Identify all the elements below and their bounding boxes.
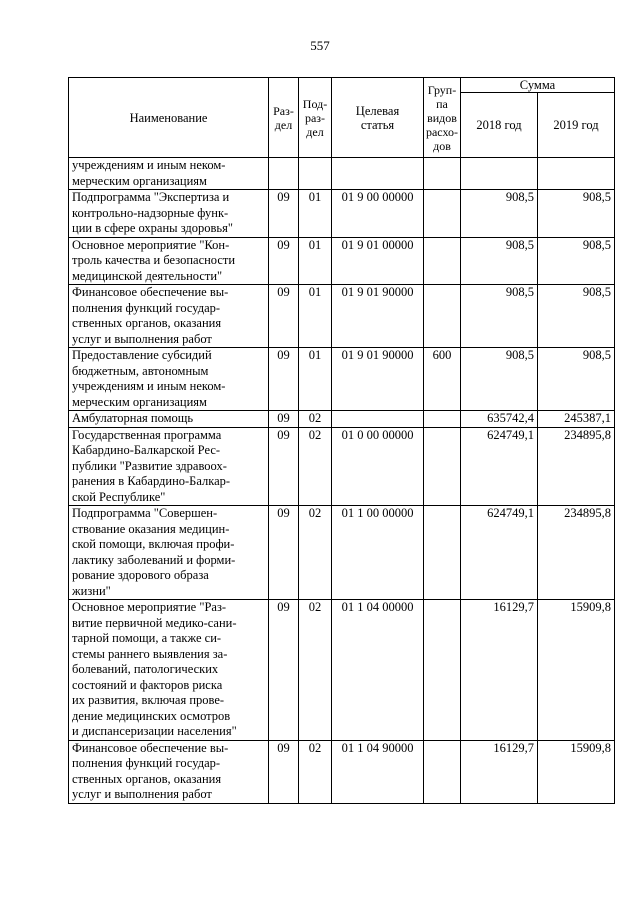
cell-razdel: 09 [269,740,299,803]
cell-name: Финансовое обеспечение вы- полнения функций государ- ственных органов, оказания услуг и выполнения работ [69,285,269,348]
cell-razdel [269,158,299,190]
cell-podrazdel: 02 [299,600,332,741]
cell-2019: 908,5 [538,190,615,238]
cell-2019: 908,5 [538,348,615,411]
cell-group [424,158,461,190]
cell-razdel: 09 [269,348,299,411]
cell-name: учреждениям и иным неком- мерческим организациям [69,158,269,190]
cell-razdel: 09 [269,427,299,506]
cell-2018: 635742,4 [461,411,538,428]
cell-name: Подпрограмма "Экспертиза и контрольно-надзорные функ- ции в сфере охраны здоровья" [69,190,269,238]
cell-2019: 245387,1 [538,411,615,428]
table-row [69,190,615,238]
cell-target: 01 9 00 00000 [332,190,424,238]
table-row [69,600,615,741]
table-header [69,78,615,158]
cell-razdel: 09 [269,190,299,238]
table-row [69,348,615,411]
cell-target: 01 1 00 00000 [332,506,424,600]
cell-2018: 16129,7 [461,600,538,741]
cell-target: 01 9 01 90000 [332,285,424,348]
cell-podrazdel: 01 [299,348,332,411]
cell-target [332,158,424,190]
cell-2018: 908,5 [461,190,538,238]
cell-group [424,740,461,803]
table-row [69,237,615,285]
cell-group [424,237,461,285]
table-row [69,506,615,600]
cell-name: Государственная программа Кабардино-Балкарской Рес- публики "Развитие здравоох- ранения в Кабардино-Балкар- ской Республике" [69,427,269,506]
cell-target: 01 9 01 00000 [332,237,424,285]
cell-name: Подпрограмма "Совершен- ствование оказания медицин- ской помощи, включая профи- лактику заболеваний и форми- рование здорового образа жизни" [69,506,269,600]
cell-group [424,190,461,238]
cell-group [424,506,461,600]
cell-podrazdel [299,158,332,190]
cell-podrazdel: 02 [299,411,332,428]
cell-2018: 908,5 [461,348,538,411]
table-row [69,411,615,428]
table-body [69,158,615,804]
header-sum: Сумма [461,78,615,93]
header-group: Груп- па видов расхо- дов [424,78,461,158]
cell-2019 [538,158,615,190]
cell-target: 01 1 04 00000 [332,600,424,741]
cell-2018: 16129,7 [461,740,538,803]
cell-2019: 234895,8 [538,427,615,506]
cell-name: Амбулаторная помощь [69,411,269,428]
page-number: 557 [310,38,330,53]
header-podrazdel: Под- раз- дел [299,78,332,158]
cell-target [332,411,424,428]
cell-podrazdel: 02 [299,506,332,600]
cell-razdel: 09 [269,506,299,600]
cell-name: Финансовое обеспечение вы- полнения функций государ- ственных органов, оказания услуг и выполнения работ [69,740,269,803]
table-row [69,158,615,190]
header-target: Целевая статья [332,78,424,158]
cell-podrazdel: 01 [299,190,332,238]
cell-razdel: 09 [269,600,299,741]
cell-2018: 624749,1 [461,427,538,506]
cell-2019: 908,5 [538,237,615,285]
header-name: Наименование [69,78,269,158]
header-razdel: Раз- дел [269,78,299,158]
cell-podrazdel: 01 [299,237,332,285]
cell-2018: 908,5 [461,285,538,348]
table-row [69,740,615,803]
cell-razdel: 09 [269,411,299,428]
cell-name: Основное мероприятие "Раз- витие первичной медико-сани- тарной помощи, а также си- стемы раннего выявления за- болеваний, патологических состояний и факторов риска их развития, включая прове- дение медицинских осмотров и диспансеризации населения" [69,600,269,741]
cell-razdel: 09 [269,237,299,285]
cell-podrazdel: 01 [299,285,332,348]
cell-2018 [461,158,538,190]
cell-name: Основное мероприятие "Кон- троль качества и безопасности медицинской деятельности" [69,237,269,285]
cell-target: 01 9 01 90000 [332,348,424,411]
cell-razdel: 09 [269,285,299,348]
cell-target: 01 1 04 90000 [332,740,424,803]
cell-group [424,600,461,741]
cell-2019: 234895,8 [538,506,615,600]
cell-name: Предоставление субсидий бюджетным, автономным учреждениям и иным неком- мерческим организациям [69,348,269,411]
cell-2018: 908,5 [461,237,538,285]
cell-2019: 15909,8 [538,740,615,803]
cell-2019: 15909,8 [538,600,615,741]
table-row [69,427,615,506]
table-row [69,285,615,348]
cell-group: 600 [424,348,461,411]
header-year-2019: 2019 год [538,93,615,158]
cell-2018: 624749,1 [461,506,538,600]
cell-target: 01 0 00 00000 [332,427,424,506]
cell-group [424,411,461,428]
cell-group [424,285,461,348]
header-year-2018: 2018 год [461,93,538,158]
cell-2019: 908,5 [538,285,615,348]
cell-podrazdel: 02 [299,427,332,506]
cell-podrazdel: 02 [299,740,332,803]
cell-group [424,427,461,506]
budget-table [68,77,615,804]
